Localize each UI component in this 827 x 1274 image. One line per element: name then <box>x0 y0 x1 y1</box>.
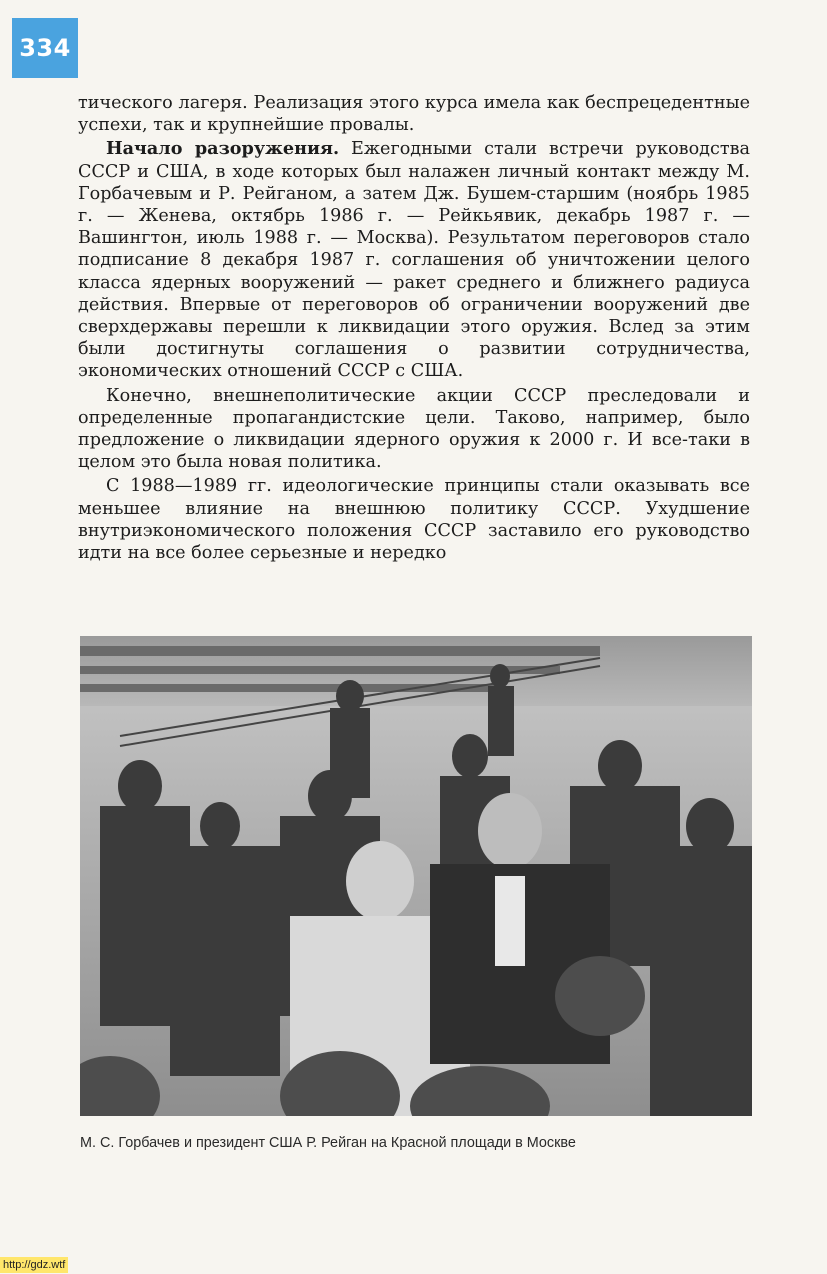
section-heading: Начало разоружения. <box>106 138 340 160</box>
paragraph-3: Конечно, внешнеполитические акции СССР преследовали и определенные пропагандистские цели. Таково, например, было предложение о ликвидации ядерного оружия к 2000 г. И все-таки в целом это была новая политика. <box>78 385 750 473</box>
body-text <box>78 92 750 566</box>
paragraph-4: С 1988—1989 гг. идеологические принципы стали оказывать все меньшее влияние на внешнюю политику СССР. Ухудшение внутриэкономического положения СССР заставило его руководство идти на все более серьезные и нередко <box>78 476 750 564</box>
paragraph-2 <box>78 138 750 382</box>
paragraph-2-text: Ежегодными стали встречи руководства СССР и США, в ходе которых был налажен личный контакт между М. Горбачевым и Р. Рейганом, а затем Дж. Бушем-старшим (ноябрь 1985 г. — Женева, октябрь 1986 г. — Рейкьявик, декабрь 1987 г. — Вашингтон, июль 1988 г. — Москва). Результатом переговоров стало подписание 8 декабря 1987 г. соглашения об уничтожении целого класса ядерных вооружений — ракет среднего и ближнего радиуса действия. Впервые от переговоров об ограничении вооружений две сверхдержавы перешли к ликвидации этого оружия. Вслед за этим были достигнуты соглашения о развитии сотрудничества, экономических отношений СССР с США. <box>78 139 750 382</box>
historical-photo <box>80 636 752 1116</box>
watermark-link[interactable]: http://gdz.wtf <box>0 1257 68 1273</box>
page-number-badge: 334 <box>12 18 78 78</box>
photo-caption: М. С. Горбачев и президент США Р. Рейган на Красной площади в Москве <box>80 1135 576 1151</box>
paragraph-1: тического лагеря. Реализация этого курса имела как беспрецедентные успехи, так и крупнейшие провалы. <box>78 93 750 136</box>
